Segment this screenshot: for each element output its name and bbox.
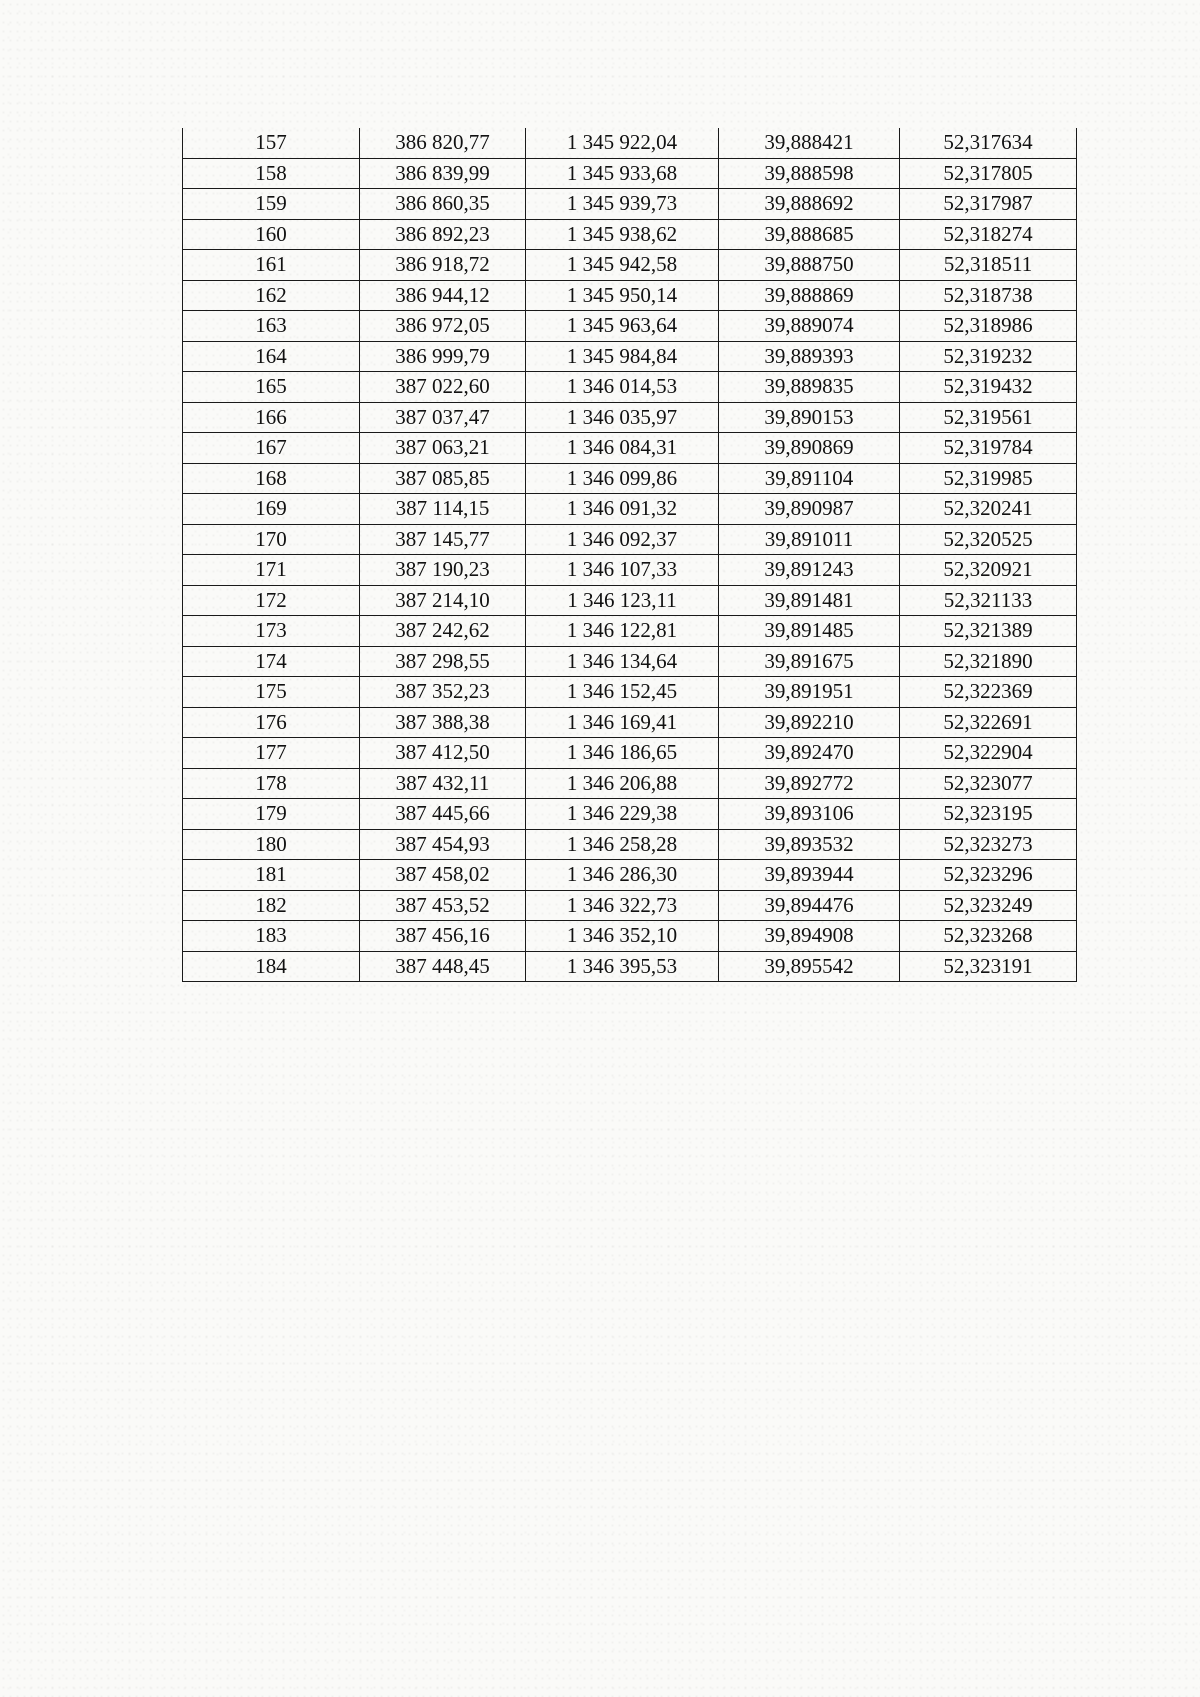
longitude-cell: 39,889393 xyxy=(719,341,900,372)
longitude-cell: 39,892470 xyxy=(719,738,900,769)
latitude-cell: 52,323268 xyxy=(900,921,1077,952)
y-coordinate-cell: 1 345 950,14 xyxy=(526,280,719,311)
longitude-cell: 39,895542 xyxy=(719,951,900,982)
x-coordinate-cell: 386 944,12 xyxy=(360,280,526,311)
longitude-cell: 39,889835 xyxy=(719,372,900,403)
longitude-cell: 39,894908 xyxy=(719,921,900,952)
latitude-cell: 52,317634 xyxy=(900,128,1077,158)
latitude-cell: 52,317805 xyxy=(900,158,1077,189)
point-number-cell: 162 xyxy=(183,280,360,311)
coordinates-table xyxy=(182,128,1077,982)
table-row xyxy=(183,555,1077,586)
point-number-cell: 161 xyxy=(183,250,360,281)
x-coordinate-cell: 387 445,66 xyxy=(360,799,526,830)
table-row xyxy=(183,128,1077,158)
point-number-cell: 167 xyxy=(183,433,360,464)
longitude-cell: 39,890987 xyxy=(719,494,900,525)
x-coordinate-cell: 386 860,35 xyxy=(360,189,526,220)
latitude-cell: 52,323191 xyxy=(900,951,1077,982)
point-number-cell: 165 xyxy=(183,372,360,403)
y-coordinate-cell: 1 345 922,04 xyxy=(526,128,719,158)
table-row xyxy=(183,280,1077,311)
x-coordinate-cell: 387 388,38 xyxy=(360,707,526,738)
point-number-cell: 177 xyxy=(183,738,360,769)
x-coordinate-cell: 386 999,79 xyxy=(360,341,526,372)
longitude-cell: 39,890153 xyxy=(719,402,900,433)
x-coordinate-cell: 387 432,11 xyxy=(360,768,526,799)
longitude-cell: 39,888421 xyxy=(719,128,900,158)
x-coordinate-cell: 387 454,93 xyxy=(360,829,526,860)
longitude-cell: 39,892210 xyxy=(719,707,900,738)
x-coordinate-cell: 387 412,50 xyxy=(360,738,526,769)
x-coordinate-cell: 387 190,23 xyxy=(360,555,526,586)
y-coordinate-cell: 1 345 933,68 xyxy=(526,158,719,189)
point-number-cell: 176 xyxy=(183,707,360,738)
y-coordinate-cell: 1 346 395,53 xyxy=(526,951,719,982)
longitude-cell: 39,891951 xyxy=(719,677,900,708)
latitude-cell: 52,323273 xyxy=(900,829,1077,860)
table-row xyxy=(183,707,1077,738)
point-number-cell: 179 xyxy=(183,799,360,830)
longitude-cell: 39,888692 xyxy=(719,189,900,220)
longitude-cell: 39,891481 xyxy=(719,585,900,616)
latitude-cell: 52,318511 xyxy=(900,250,1077,281)
latitude-cell: 52,320525 xyxy=(900,524,1077,555)
y-coordinate-cell: 1 346 092,37 xyxy=(526,524,719,555)
x-coordinate-cell: 387 022,60 xyxy=(360,372,526,403)
longitude-cell: 39,893944 xyxy=(719,860,900,891)
latitude-cell: 52,318738 xyxy=(900,280,1077,311)
y-coordinate-cell: 1 346 099,86 xyxy=(526,463,719,494)
x-coordinate-cell: 387 456,16 xyxy=(360,921,526,952)
y-coordinate-cell: 1 346 286,30 xyxy=(526,860,719,891)
y-coordinate-cell: 1 345 984,84 xyxy=(526,341,719,372)
latitude-cell: 52,319561 xyxy=(900,402,1077,433)
x-coordinate-cell: 387 298,55 xyxy=(360,646,526,677)
longitude-cell: 39,888750 xyxy=(719,250,900,281)
point-number-cell: 181 xyxy=(183,860,360,891)
x-coordinate-cell: 387 037,47 xyxy=(360,402,526,433)
y-coordinate-cell: 1 346 229,38 xyxy=(526,799,719,830)
y-coordinate-cell: 1 346 352,10 xyxy=(526,921,719,952)
table-row xyxy=(183,646,1077,677)
point-number-cell: 169 xyxy=(183,494,360,525)
point-number-cell: 168 xyxy=(183,463,360,494)
point-number-cell: 158 xyxy=(183,158,360,189)
x-coordinate-cell: 387 458,02 xyxy=(360,860,526,891)
table-row xyxy=(183,524,1077,555)
latitude-cell: 52,317987 xyxy=(900,189,1077,220)
table-row xyxy=(183,951,1077,982)
point-number-cell: 170 xyxy=(183,524,360,555)
x-coordinate-cell: 387 448,45 xyxy=(360,951,526,982)
x-coordinate-cell: 386 918,72 xyxy=(360,250,526,281)
table-row xyxy=(183,494,1077,525)
y-coordinate-cell: 1 346 014,53 xyxy=(526,372,719,403)
latitude-cell: 52,323296 xyxy=(900,860,1077,891)
y-coordinate-cell: 1 346 322,73 xyxy=(526,890,719,921)
y-coordinate-cell: 1 346 123,11 xyxy=(526,585,719,616)
table-row xyxy=(183,189,1077,220)
latitude-cell: 52,323077 xyxy=(900,768,1077,799)
latitude-cell: 52,318274 xyxy=(900,219,1077,250)
y-coordinate-cell: 1 346 169,41 xyxy=(526,707,719,738)
longitude-cell: 39,888598 xyxy=(719,158,900,189)
longitude-cell: 39,891243 xyxy=(719,555,900,586)
coordinates-table-body xyxy=(183,128,1077,982)
x-coordinate-cell: 387 242,62 xyxy=(360,616,526,647)
table-row xyxy=(183,341,1077,372)
table-row xyxy=(183,372,1077,403)
longitude-cell: 39,891104 xyxy=(719,463,900,494)
y-coordinate-cell: 1 346 084,31 xyxy=(526,433,719,464)
point-number-cell: 183 xyxy=(183,921,360,952)
point-number-cell: 159 xyxy=(183,189,360,220)
point-number-cell: 174 xyxy=(183,646,360,677)
x-coordinate-cell: 386 820,77 xyxy=(360,128,526,158)
latitude-cell: 52,322369 xyxy=(900,677,1077,708)
latitude-cell: 52,318986 xyxy=(900,311,1077,342)
table-row xyxy=(183,616,1077,647)
point-number-cell: 182 xyxy=(183,890,360,921)
point-number-cell: 171 xyxy=(183,555,360,586)
y-coordinate-cell: 1 345 938,62 xyxy=(526,219,719,250)
table-row xyxy=(183,311,1077,342)
latitude-cell: 52,320241 xyxy=(900,494,1077,525)
longitude-cell: 39,888869 xyxy=(719,280,900,311)
latitude-cell: 52,319432 xyxy=(900,372,1077,403)
table-row xyxy=(183,463,1077,494)
y-coordinate-cell: 1 345 942,58 xyxy=(526,250,719,281)
longitude-cell: 39,891485 xyxy=(719,616,900,647)
point-number-cell: 175 xyxy=(183,677,360,708)
table-row xyxy=(183,250,1077,281)
latitude-cell: 52,319232 xyxy=(900,341,1077,372)
point-number-cell: 163 xyxy=(183,311,360,342)
latitude-cell: 52,323249 xyxy=(900,890,1077,921)
longitude-cell: 39,894476 xyxy=(719,890,900,921)
point-number-cell: 157 xyxy=(183,128,360,158)
y-coordinate-cell: 1 346 186,65 xyxy=(526,738,719,769)
y-coordinate-cell: 1 346 206,88 xyxy=(526,768,719,799)
x-coordinate-cell: 386 972,05 xyxy=(360,311,526,342)
latitude-cell: 52,321890 xyxy=(900,646,1077,677)
latitude-cell: 52,320921 xyxy=(900,555,1077,586)
longitude-cell: 39,888685 xyxy=(719,219,900,250)
point-number-cell: 173 xyxy=(183,616,360,647)
point-number-cell: 164 xyxy=(183,341,360,372)
y-coordinate-cell: 1 345 963,64 xyxy=(526,311,719,342)
table-row xyxy=(183,768,1077,799)
table-row xyxy=(183,433,1077,464)
point-number-cell: 178 xyxy=(183,768,360,799)
y-coordinate-cell: 1 346 091,32 xyxy=(526,494,719,525)
latitude-cell: 52,321389 xyxy=(900,616,1077,647)
table-row xyxy=(183,890,1077,921)
y-coordinate-cell: 1 346 035,97 xyxy=(526,402,719,433)
point-number-cell: 180 xyxy=(183,829,360,860)
x-coordinate-cell: 387 453,52 xyxy=(360,890,526,921)
x-coordinate-cell: 387 085,85 xyxy=(360,463,526,494)
longitude-cell: 39,890869 xyxy=(719,433,900,464)
longitude-cell: 39,892772 xyxy=(719,768,900,799)
table-row xyxy=(183,158,1077,189)
point-number-cell: 166 xyxy=(183,402,360,433)
table-row xyxy=(183,860,1077,891)
table-row xyxy=(183,219,1077,250)
latitude-cell: 52,319985 xyxy=(900,463,1077,494)
longitude-cell: 39,891011 xyxy=(719,524,900,555)
x-coordinate-cell: 387 214,10 xyxy=(360,585,526,616)
table-row xyxy=(183,402,1077,433)
table-row xyxy=(183,829,1077,860)
point-number-cell: 172 xyxy=(183,585,360,616)
table-row xyxy=(183,921,1077,952)
latitude-cell: 52,321133 xyxy=(900,585,1077,616)
longitude-cell: 39,891675 xyxy=(719,646,900,677)
x-coordinate-cell: 387 114,15 xyxy=(360,494,526,525)
table-row xyxy=(183,738,1077,769)
point-number-cell: 160 xyxy=(183,219,360,250)
x-coordinate-cell: 386 839,99 xyxy=(360,158,526,189)
y-coordinate-cell: 1 346 107,33 xyxy=(526,555,719,586)
x-coordinate-cell: 387 063,21 xyxy=(360,433,526,464)
y-coordinate-cell: 1 345 939,73 xyxy=(526,189,719,220)
latitude-cell: 52,323195 xyxy=(900,799,1077,830)
latitude-cell: 52,319784 xyxy=(900,433,1077,464)
y-coordinate-cell: 1 346 134,64 xyxy=(526,646,719,677)
longitude-cell: 39,893106 xyxy=(719,799,900,830)
x-coordinate-cell: 387 145,77 xyxy=(360,524,526,555)
table-row xyxy=(183,677,1077,708)
x-coordinate-cell: 387 352,23 xyxy=(360,677,526,708)
table-row xyxy=(183,585,1077,616)
latitude-cell: 52,322904 xyxy=(900,738,1077,769)
point-number-cell: 184 xyxy=(183,951,360,982)
y-coordinate-cell: 1 346 152,45 xyxy=(526,677,719,708)
latitude-cell: 52,322691 xyxy=(900,707,1077,738)
y-coordinate-cell: 1 346 258,28 xyxy=(526,829,719,860)
x-coordinate-cell: 386 892,23 xyxy=(360,219,526,250)
y-coordinate-cell: 1 346 122,81 xyxy=(526,616,719,647)
longitude-cell: 39,889074 xyxy=(719,311,900,342)
longitude-cell: 39,893532 xyxy=(719,829,900,860)
table-row xyxy=(183,799,1077,830)
